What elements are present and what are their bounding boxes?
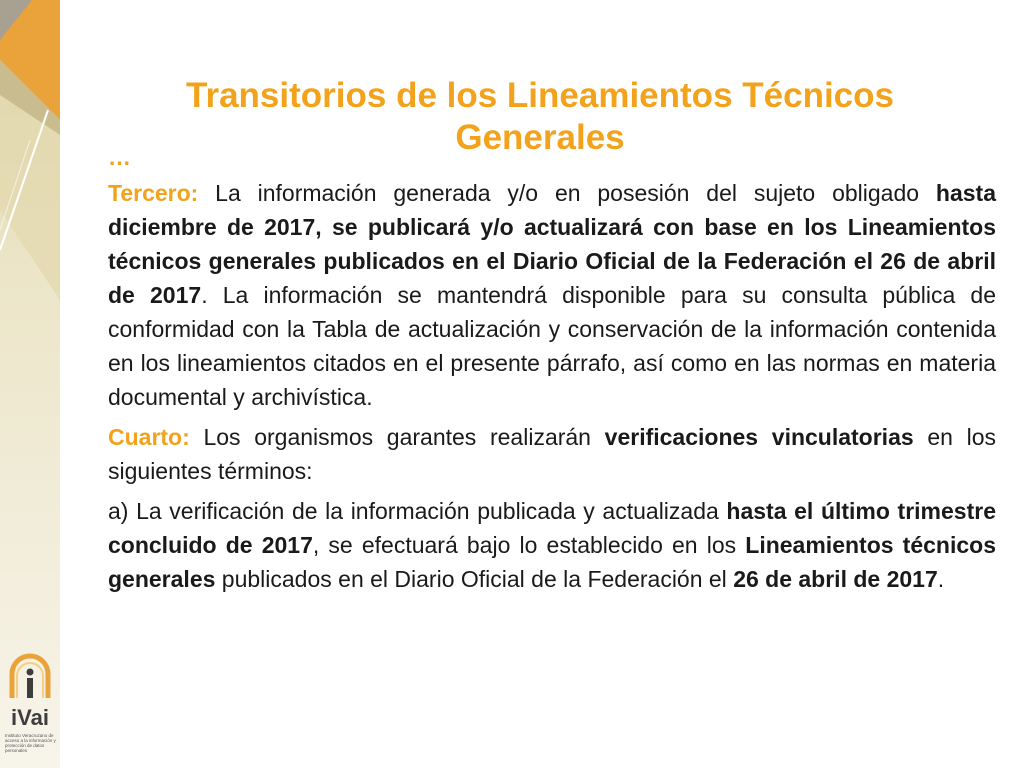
cuarto-text-2: en los siguientes términos: xyxy=(108,424,997,484)
inciso-a-text-1: a) La verificación de la información publicada y actualizada xyxy=(108,498,727,524)
tercero-text-1: La información generada y/o en posesión del sujeto obligado xyxy=(198,180,936,206)
inciso-a-bold-3: 26 de abril de 2017 xyxy=(733,566,938,592)
inciso-a-text-3: publicados en el Diario Oficial de la Federación el xyxy=(215,566,734,592)
paragraph-tercero xyxy=(108,176,996,414)
ellipsis: … xyxy=(108,144,131,170)
paragraph-cuarto xyxy=(108,420,996,488)
logo-caption: Instituto Veracruzano de acceso a la información y protección de datos personales xyxy=(5,733,56,753)
ivai-logo-graphic xyxy=(2,652,58,732)
label-cuarto: Cuarto: xyxy=(108,424,190,450)
inciso-a-text-4: . xyxy=(937,566,945,592)
logo-wordmark: iVai xyxy=(11,705,49,730)
cuarto-text-1: Los organismos garantes realizarán xyxy=(189,424,605,450)
label-tercero: Tercero: xyxy=(108,180,199,206)
inciso-a-bold-2: Lineamientos técnicos generales xyxy=(108,532,996,592)
cuarto-bold-1: verificaciones vinculatorias xyxy=(604,424,914,450)
inciso-a-bold-1: hasta el último trimestre concluido de 2017 xyxy=(108,498,996,558)
slide-body xyxy=(108,140,996,602)
tercero-text-2: . La información se mantendrá disponible para su consulta pública de conformidad con la Tabla de actualización y conservación de la información contenida en los lineamientos citados en el presente párrafo, así como en las normas en materia documental y archivística. xyxy=(108,282,996,410)
inciso-a-text-2: , se efectuará bajo lo establecido en los xyxy=(312,532,746,558)
tercero-bold-1: hasta diciembre de 2017, se publicará y/o actualizará con base en los Lineamientos técnicos generales publicados en el Diario Oficial de la Federación el 26 de abril de 2017 xyxy=(108,180,996,308)
paragraph-inciso-a xyxy=(108,494,996,596)
page-title: Transitorios de los Lineamientos Técnicos Generales xyxy=(186,76,894,158)
